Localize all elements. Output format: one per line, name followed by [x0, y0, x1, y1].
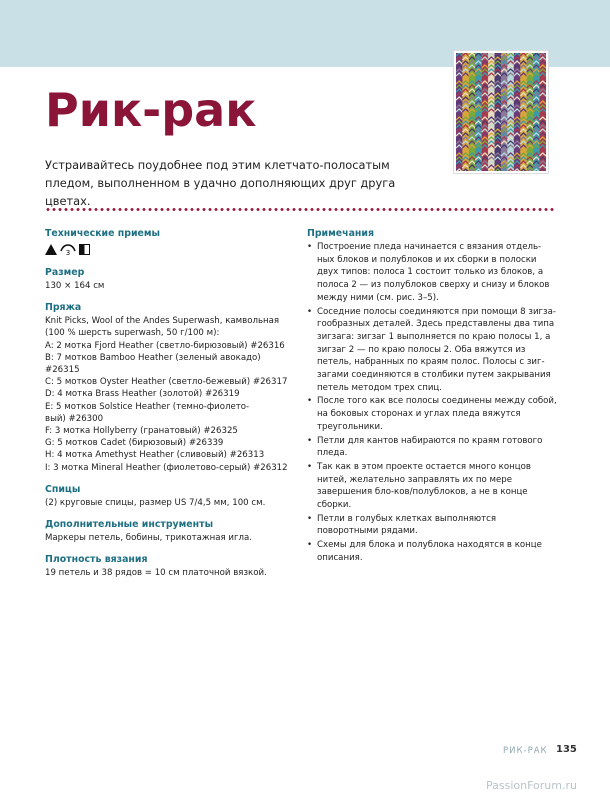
triangle-icon: [45, 244, 57, 255]
techniques-heading: Технические приемы: [45, 228, 161, 239]
yarn-line: H: 4 мотка Amethyst Heather (сливовый) #26313: [45, 450, 265, 461]
half-square-icon: [79, 244, 90, 255]
gauge-heading: Плотность вязания: [45, 554, 148, 566]
watermark: PassionForum.ru: [486, 779, 577, 792]
blanket-photo: [453, 50, 549, 174]
note-item: • Петли для кантов набираются по краям готового пледа.: [307, 435, 557, 460]
tools-heading: Дополнительные инструменты: [45, 519, 214, 531]
blanket-pattern: [456, 53, 546, 171]
yarn-heading: Пряжа: [45, 302, 82, 314]
yarn-line: G: 5 мотков Cadet (бирюзовый) #26339: [45, 438, 224, 449]
notes-heading: Примечания: [307, 228, 374, 239]
technique-icons: [45, 241, 295, 257]
note-item: • Построение пледа начинается с вязания отдель-ных блоков и полублоков и их сборки в полоски двух типов: полоса 1 состоит только из блоков, а полоса 2 — из полублоков сверху и снизу и блоков между ними (см. рис. 3–5).: [307, 241, 557, 305]
needles-value: (2) круговые спицы, размер US 7/4,5 мм, 100 см.: [45, 497, 266, 508]
note-item: • После того как все полосы соединены между собой, на боковых сторонах и углах пледа вяжутся треугольники.: [307, 395, 557, 433]
yarn-line: C: 5 мотков Oyster Heather (светло-бежевый) #26317: [45, 377, 288, 388]
technique-count: 3: [65, 249, 71, 256]
notes-list: [307, 241, 557, 565]
size-value: 130 × 164 см: [45, 281, 105, 291]
yarn-line: F: 3 мотка Hollyberry (гранатовый) #26325: [45, 426, 238, 437]
yarn-line: (100 % шерсть superwash, 50 г/100 м):: [45, 328, 220, 339]
yarn-over-icon: [60, 242, 76, 256]
yarn-line: D: 4 мотка Brass Heather (золотой) #26319: [45, 389, 240, 400]
yarn-line: A: 2 мотка Fjord Heather (светло-бирюзовый) #26316: [45, 340, 285, 351]
yarn-line: B: 7 мотков Bamboo Heather (зеленый авокадо) #26315: [45, 352, 261, 376]
gauge-value: 19 петель и 38 рядов = 10 см платочной вязкой.: [45, 568, 267, 579]
page-number: 135: [556, 744, 577, 755]
page-title: Рик-рак: [45, 83, 257, 137]
right-column: [307, 228, 557, 566]
note-item: • Так как в этом проекте остается много концов нитей, желательно заправлять их по мере завершения бло-ков/полублоков, а не в конце сборки.: [307, 461, 557, 512]
tools-value: Маркеры петель, бобины, трикотажная игла.: [45, 533, 253, 544]
yarn-line: I: 3 мотка Mineral Heather (фиолетово-серый) #26312: [45, 462, 288, 473]
yarn-line: вый) #26300: [45, 413, 104, 424]
left-column: [45, 228, 295, 579]
intro-text: Устраивайтесь поудобнее под этим клетчато-полосатым пледом, выполненном в удачно дополняющих друг друга цветах.: [45, 158, 396, 208]
yarn-line: E: 5 мотков Solstice Heather (темно-фиолето-: [45, 401, 250, 412]
note-item: • Схемы для блока и полублока находятся в конце описания.: [307, 539, 557, 564]
running-title: РИК-РАК: [503, 746, 548, 756]
note-item: • Соседние полосы соединяются при помощи 8 зигза-гообразных деталей. Здесь представлены два типа зигзага: зигзаг 1 выполняется по краю полосы 1, а зигзаг 2 — по краю полосы 2. Оба вяжутся из петель, набранных по краям полос. Полосы с зиг-загами соединяются в столбики путем закрывания петель методом трех спиц.: [307, 306, 557, 395]
note-item: • Петли в голубых клетках выполняются поворотными рядами.: [307, 513, 557, 538]
yarn-line: Knit Picks, Wool of the Andes Superwash, камвольная: [45, 316, 280, 327]
dotted-divider: [45, 208, 555, 211]
yarn-list: [45, 315, 295, 474]
size-heading: Размер: [45, 267, 85, 278]
needles-heading: Спицы: [45, 483, 81, 495]
